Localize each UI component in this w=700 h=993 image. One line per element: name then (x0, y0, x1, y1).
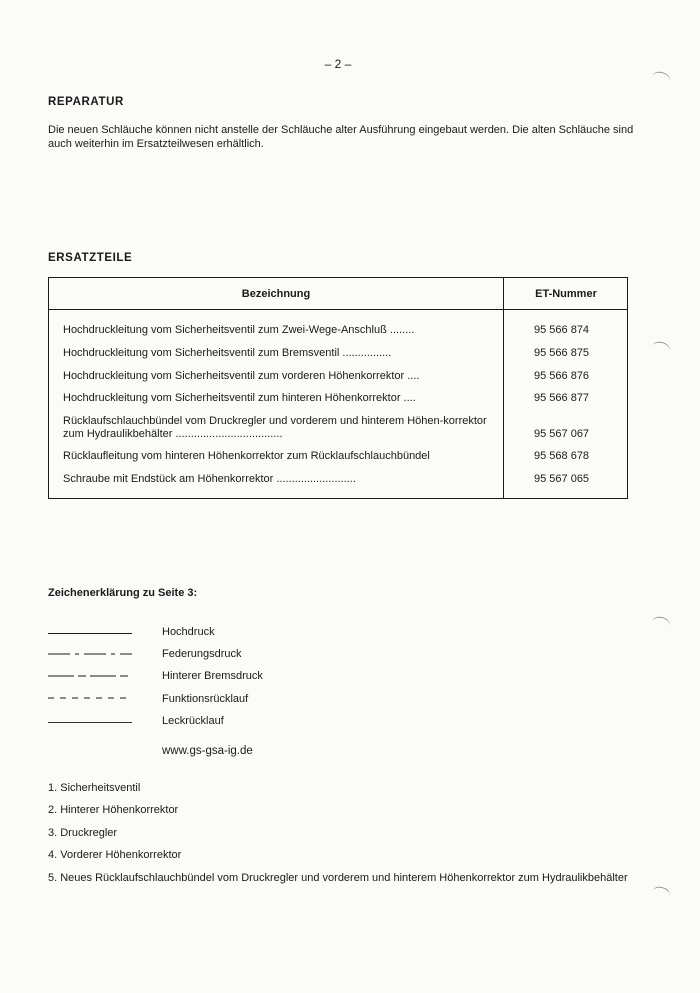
legend-label: Funktionsrücklauf (162, 693, 249, 705)
reparatur-heading: REPARATUR (48, 96, 124, 108)
table-row-num: 95 566 876 (534, 370, 590, 382)
list-item: 3. Druckregler (48, 827, 118, 839)
table-row-desc: Rücklaufschlauchbündel vom Druckregler und vorderem und hinterem Höhen-korrektor zum Hydraulikbehälter ................................... (63, 415, 487, 440)
legend-label: Hinterer Bremsdruck (162, 670, 263, 682)
parts-table (48, 277, 628, 499)
column-header-et-nummer: ET-Nummer (535, 288, 597, 300)
legend-heading: Zeichenerklärung zu Seite 3: (48, 587, 198, 599)
table-row-num: 95 567 065 (534, 473, 590, 485)
ersatzteile-heading: ERSATZTEILE (48, 252, 133, 264)
table-row-desc: Hochdruckleitung vom Sicherheitsventil zum Bremsventil ................ (63, 347, 392, 359)
binding-hole-mark (651, 340, 672, 357)
binding-hole-mark (651, 70, 672, 87)
table-row-desc: Hochdruckleitung vom Sicherheitsventil zum vorderen Höhenkorrektor .... (63, 370, 420, 382)
legend-line-federungsdruck (48, 651, 132, 657)
table-row-desc: Hochdruckleitung vom Sicherheitsventil zum Zwei-Wege-Anschluß ........ (63, 324, 415, 336)
legend-line-hochdruck (48, 633, 132, 634)
legend-label: Federungsdruck (162, 648, 242, 660)
binding-hole-mark (651, 885, 672, 902)
legend-line-funktionsruecklauf (48, 695, 132, 701)
legend-label: Hochdruck (162, 626, 215, 638)
list-item: 2. Hinterer Höhenkorrektor (48, 804, 179, 816)
list-item: 1. Sicherheitsventil (48, 782, 141, 794)
column-divider (503, 278, 504, 498)
website-url: www.gs-gsa-ig.de (162, 745, 253, 757)
table-row-desc: Schraube mit Endstück am Höhenkorrektor .......................... (63, 473, 356, 485)
binding-hole-mark (651, 615, 672, 632)
table-row-desc: Hochdruckleitung vom Sicherheitsventil zum hinteren Höhenkorrektor .... (63, 392, 416, 404)
table-row-num: 95 568 678 (534, 450, 590, 462)
list-item: 5. Neues Rücklaufschlauchbündel vom Druckregler und vorderem und hinterem Höhenkorrektor zum Hydraulikbehälter (48, 872, 628, 884)
table-row-num: 95 567 067 (534, 428, 590, 440)
list-item: 4. Vorderer Höhenkorrektor (48, 849, 182, 861)
table-row-num: 95 566 877 (534, 392, 590, 404)
table-row-num: 95 566 874 (534, 324, 590, 336)
page-number: – 2 – (324, 57, 352, 71)
table-row-desc: Rücklaufleitung vom hinteren Höhenkorrektor zum Rücklaufschlauchbündel (63, 450, 430, 462)
legend-line-leckruecklauf (48, 722, 132, 723)
legend-line-bremsdruck (48, 673, 132, 679)
reparatur-text: Die neuen Schläuche können nicht anstelle der Schläuche alter Ausführung eingebaut werden. Die alten Schläuche sind auch weiterhin im Ersatzteilwesen erhältlich. (48, 124, 634, 150)
table-row-num: 95 566 875 (534, 347, 590, 359)
column-header-bezeichnung: Bezeichnung (241, 288, 311, 300)
legend-label: Leckrücklauf (162, 715, 224, 727)
